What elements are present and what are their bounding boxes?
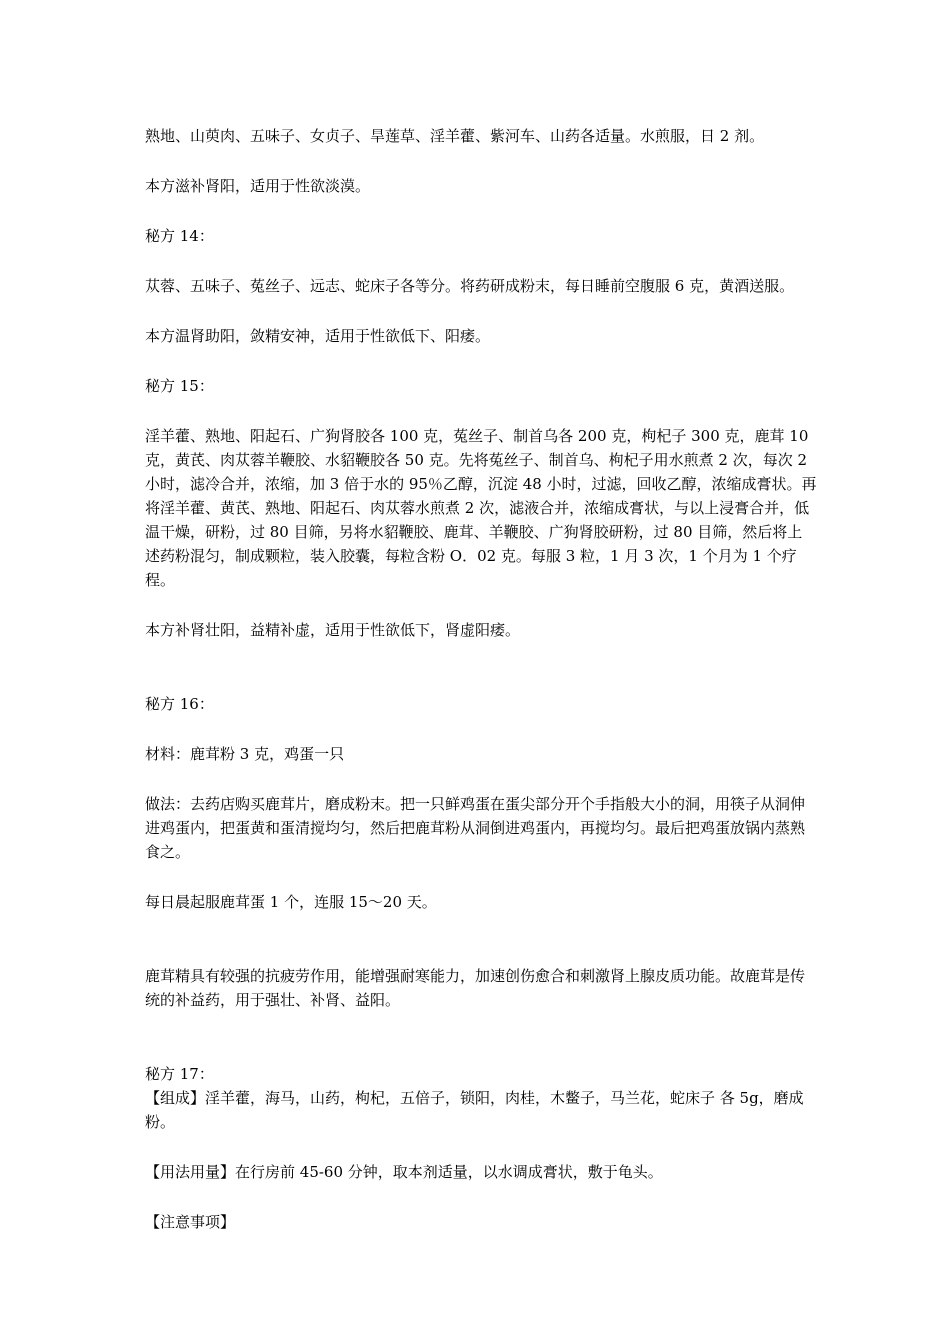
heading-recipe-17: 秘方 17：: [145, 1065, 214, 1083]
heading-recipe-15: 秘方 15：: [145, 377, 214, 395]
paragraph-note-16: 鹿茸精具有较强的抗疲劳作用，能增强耐寒能力，加速创伤愈合和刺激肾上腺皮质功能。故鹿茸是传统的补益药，用于强壮、补肾、益阳。: [145, 967, 806, 1009]
paragraph-method-16: 做法：去药店购买鹿茸片，磨成粉末。把一只鲜鸡蛋在蛋尖部分开个手指般大小的洞，用筷子从洞伸进鸡蛋内，把蛋黄和蛋清搅均匀，然后把鹿茸粉从洞倒进鸡蛋内，再搅均匀。最后把鸡蛋放锅内蒸熟食之。: [145, 795, 806, 861]
heading-recipe-16: 秘方 16：: [145, 695, 214, 713]
paragraph-precautions-17: 【注意事项】: [145, 1213, 236, 1231]
paragraph-composition-17: 【组成】淫羊藿，海马，山药，枸杞，五倍子，锁阳，肉桂，木鳖子，马兰花，蛇床子 各 5g，磨成粉。: [145, 1089, 804, 1131]
paragraph-effect-13: 本方滋补肾阳，适用于性欲淡漠。: [145, 177, 371, 195]
document-page: [145, 124, 817, 1234]
paragraph-effect-15: 本方补肾壮阳，益精补虚，适用于性欲低下，肾虚阳痿。: [145, 621, 521, 639]
paragraph-dosage-16: 每日晨起服鹿茸蛋 1 个，连服 15～20 天。: [145, 893, 437, 911]
paragraph-ingredients-13: 熟地、山萸肉、五味子、女贞子、旱莲草、淫羊藿、紫河车、山药各适量。水煎服，日 2 剂。: [145, 127, 765, 145]
heading-recipe-14: 秘方 14：: [145, 227, 214, 245]
paragraph-effect-14: 本方温肾助阳，敛精安神，适用于性欲低下、阳痿。: [145, 327, 491, 345]
paragraph-method-15: 淫羊藿、熟地、阳起石、广狗肾胶各 100 克，菟丝子、制首乌各 200 克，枸杞子 300 克，鹿茸 10 克，黄芪、肉苁蓉羊鞭胶、水貂鞭胶各 50 克。先将菟丝子、制首乌、枸杞子用水煎煮 2 次，每次 2 小时，滤冷合并，浓缩，加 3 倍于水的 95％乙醇，沉淀 48 小时，过滤，回收乙醇，浓缩成膏状。再将淫羊藿、黄芪、熟地、阳起石、肉苁蓉水煎煮 2 次，滤液合并，浓缩成膏状，与以上浸膏合并，低温干燥，研粉，过 80 目筛，另将水貂鞭胶、鹿茸、羊鞭胶、广狗肾胶研粉，过 80 目筛，然后将上述药粉混匀，制成颗粒，装入胶囊，每粒含粉 O．02 克。每服 3 粒，1 月 3 次，1 个月为 1 个疗程。: [145, 427, 817, 589]
paragraph-ingredients-14: 苁蓉、五味子、菟丝子、远志、蛇床子各等分。将药研成粉末，每日睡前空腹服 6 克，黄酒送服。: [145, 277, 795, 295]
paragraph-materials-16: 材料：鹿茸粉 3 克，鸡蛋一只: [145, 745, 345, 763]
paragraph-usage-17: 【用法用量】在行房前 45-60 分钟，取本剂适量，以水调成膏状，敷于龟头。: [145, 1163, 663, 1181]
